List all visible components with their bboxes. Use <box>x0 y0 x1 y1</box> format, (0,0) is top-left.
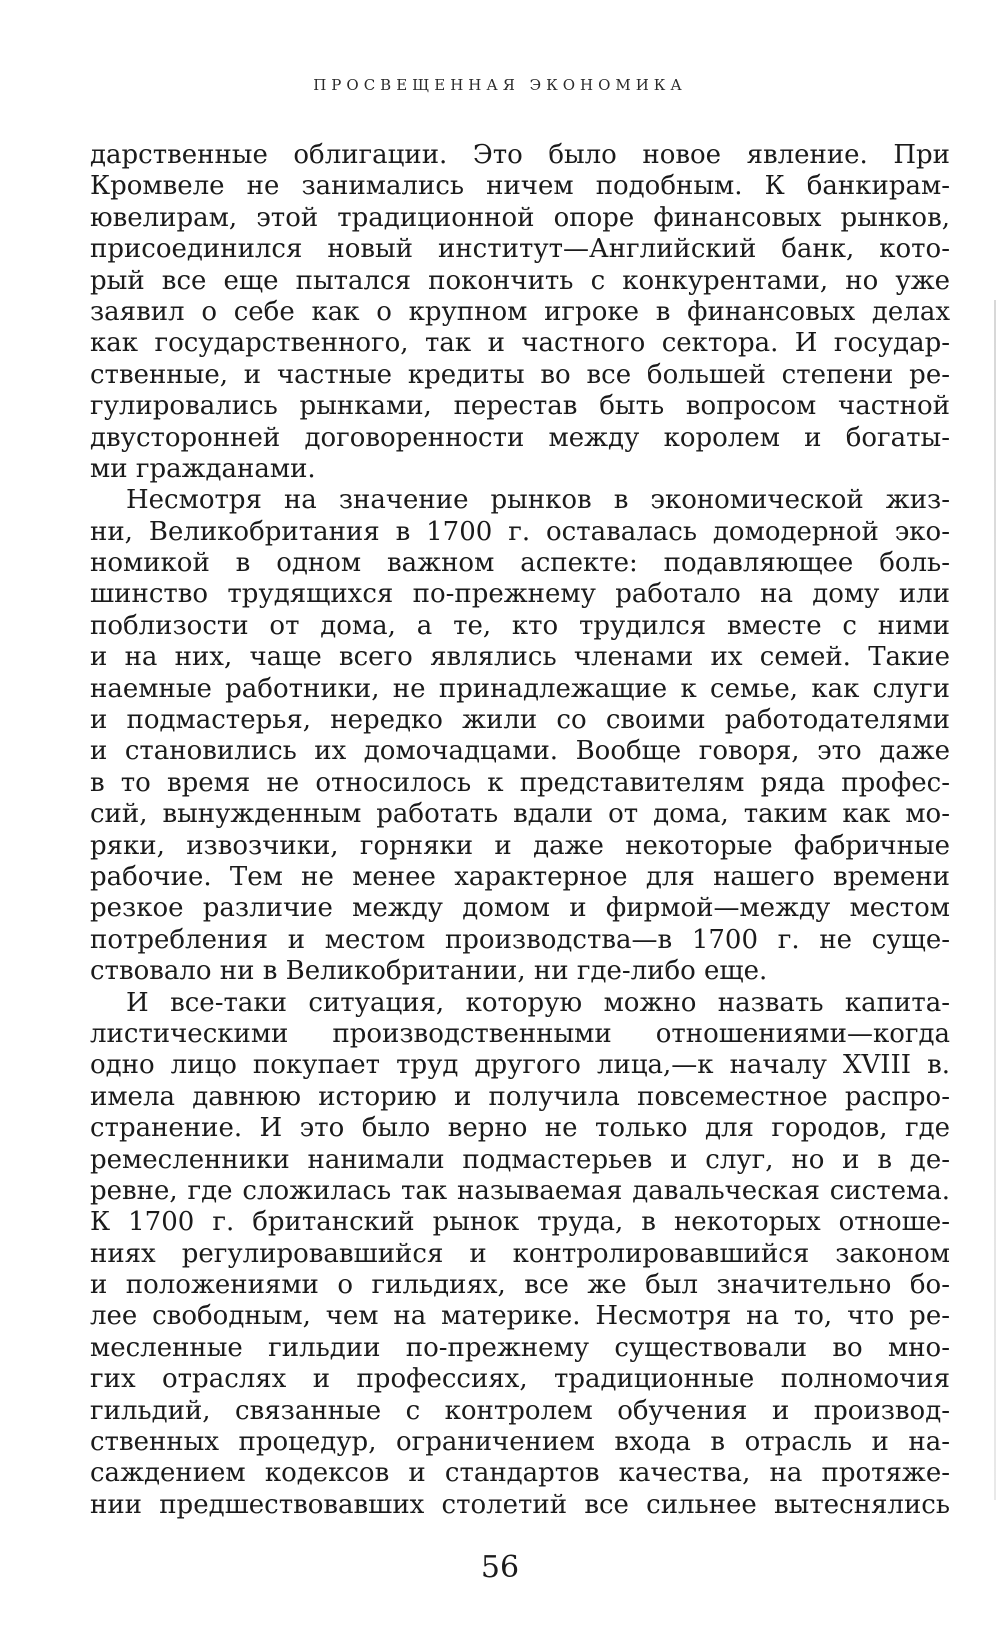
text-line: резкое различие между домом и фирмой—между местом <box>90 893 950 924</box>
text-line: и становились их домочадцами. Вообще говоря, это даже <box>90 736 950 767</box>
text-line: в то время не относилось к представителям ряда профес- <box>90 767 950 798</box>
text-line: присоединился новый институт—Английский банк, кото- <box>90 234 950 265</box>
text-line: рый все еще пытался покончить с конкурентами, но уже <box>90 265 950 296</box>
page-number: 56 <box>480 1550 520 1585</box>
text-line: ниях регулировавшийся и контролировавшийся законом <box>90 1238 950 1269</box>
text-line: поблизости от дома, а те, кто трудился вместе с ними <box>90 610 950 641</box>
text-line: одно лицо покупает труд другого лица,—к началу XVIII в. <box>90 1050 950 1081</box>
text-line: Несмотря на значение рынков в экономической жиз- <box>126 485 950 516</box>
text-line: заявил о себе как о крупном игроке в финансовых делах <box>90 296 950 327</box>
text-line: рабочие. Тем не менее характерное для нашего времени <box>90 861 950 892</box>
running-head: ПРОСВЕЩЕННАЯ ЭКОНОМИКА <box>313 76 687 94</box>
text-line: К 1700 г. британский рынок труда, в некоторых отноше- <box>90 1207 950 1238</box>
text-line: гулировались рынками, перестав быть вопросом частной <box>90 391 950 422</box>
text-line: дарственные облигации. Это было новое явление. При <box>90 140 950 170</box>
text-line: как государственного, так и частного сектора. И государ- <box>90 328 950 359</box>
text-line: и подмастерья, нередко жили со своими работодателями <box>90 705 950 736</box>
text-line: гих отраслях и профессиях, традиционные полномочия <box>90 1364 950 1395</box>
text-line: месленные гильдии по-прежнему существовали во мно- <box>90 1332 950 1363</box>
body-text <box>90 140 950 1521</box>
text-line: ми гражданами. <box>90 453 316 484</box>
text-line: двусторонней договоренности между королем и богаты- <box>90 422 950 453</box>
text-line: И все-таки ситуация, которую можно назвать капита- <box>126 987 950 1018</box>
text-line: и положениями о гильдиях, все же был значительно бо- <box>90 1270 950 1301</box>
page-edge-shadow <box>994 300 996 1500</box>
text-line: листическими производственными отношениями—когда <box>90 1018 950 1049</box>
text-line: Кромвеле не занимались ничем подобным. К банкирам- <box>90 171 950 202</box>
text-line: и на них, чаще всего являлись членами их семей. Такие <box>90 642 950 673</box>
text-line: номикой в одном важном аспекте: подавляющее боль- <box>90 548 950 579</box>
text-line: лее свободным, чем на материке. Несмотря на то, что ре- <box>90 1301 950 1332</box>
text-line: гильдий, связанные с контролем обучения и производ- <box>90 1395 950 1426</box>
text-line: наемные работники, не принадлежащие к семье, как слуги <box>90 673 950 704</box>
text-line: ювелирам, этой традиционной опоре финансовых рынков, <box>90 202 950 233</box>
text-line: ственные, и частные кредиты во все большей степени ре- <box>90 359 950 390</box>
text-line: ственных процедур, ограничением входа в отрасль и на- <box>90 1427 950 1458</box>
text-line: потребления и местом производства—в 1700 г. не суще- <box>90 924 950 955</box>
text-line: имела давнюю историю и получила повсеместное распро- <box>90 1081 950 1112</box>
text-line: ряки, извозчики, горняки и даже некоторые фабричные <box>90 830 950 861</box>
text-line: странение. И это было верно не только для городов, где <box>90 1113 950 1144</box>
text-line: ремесленники нанимали подмастерьев и слуг, но и в де- <box>90 1144 950 1175</box>
text-line: саждением кодексов и стандартов качества, на протяже- <box>90 1458 950 1489</box>
text-line: ревне, где сложилась так называемая давальческая система. <box>90 1175 950 1206</box>
text-line: ствовало ни в Великобритании, ни где-либо еще. <box>90 956 768 987</box>
text-line: ни, Великобритания в 1700 г. оставалась домодерной эко- <box>90 516 950 547</box>
text-line: шинство трудящихся по-прежнему работало на дому или <box>90 579 950 610</box>
text-line: нии предшествовавших столетий все сильнее вытеснялись <box>90 1489 950 1520</box>
text-line: сий, вынужденным работать вдали от дома, таким как мо- <box>90 799 950 830</box>
